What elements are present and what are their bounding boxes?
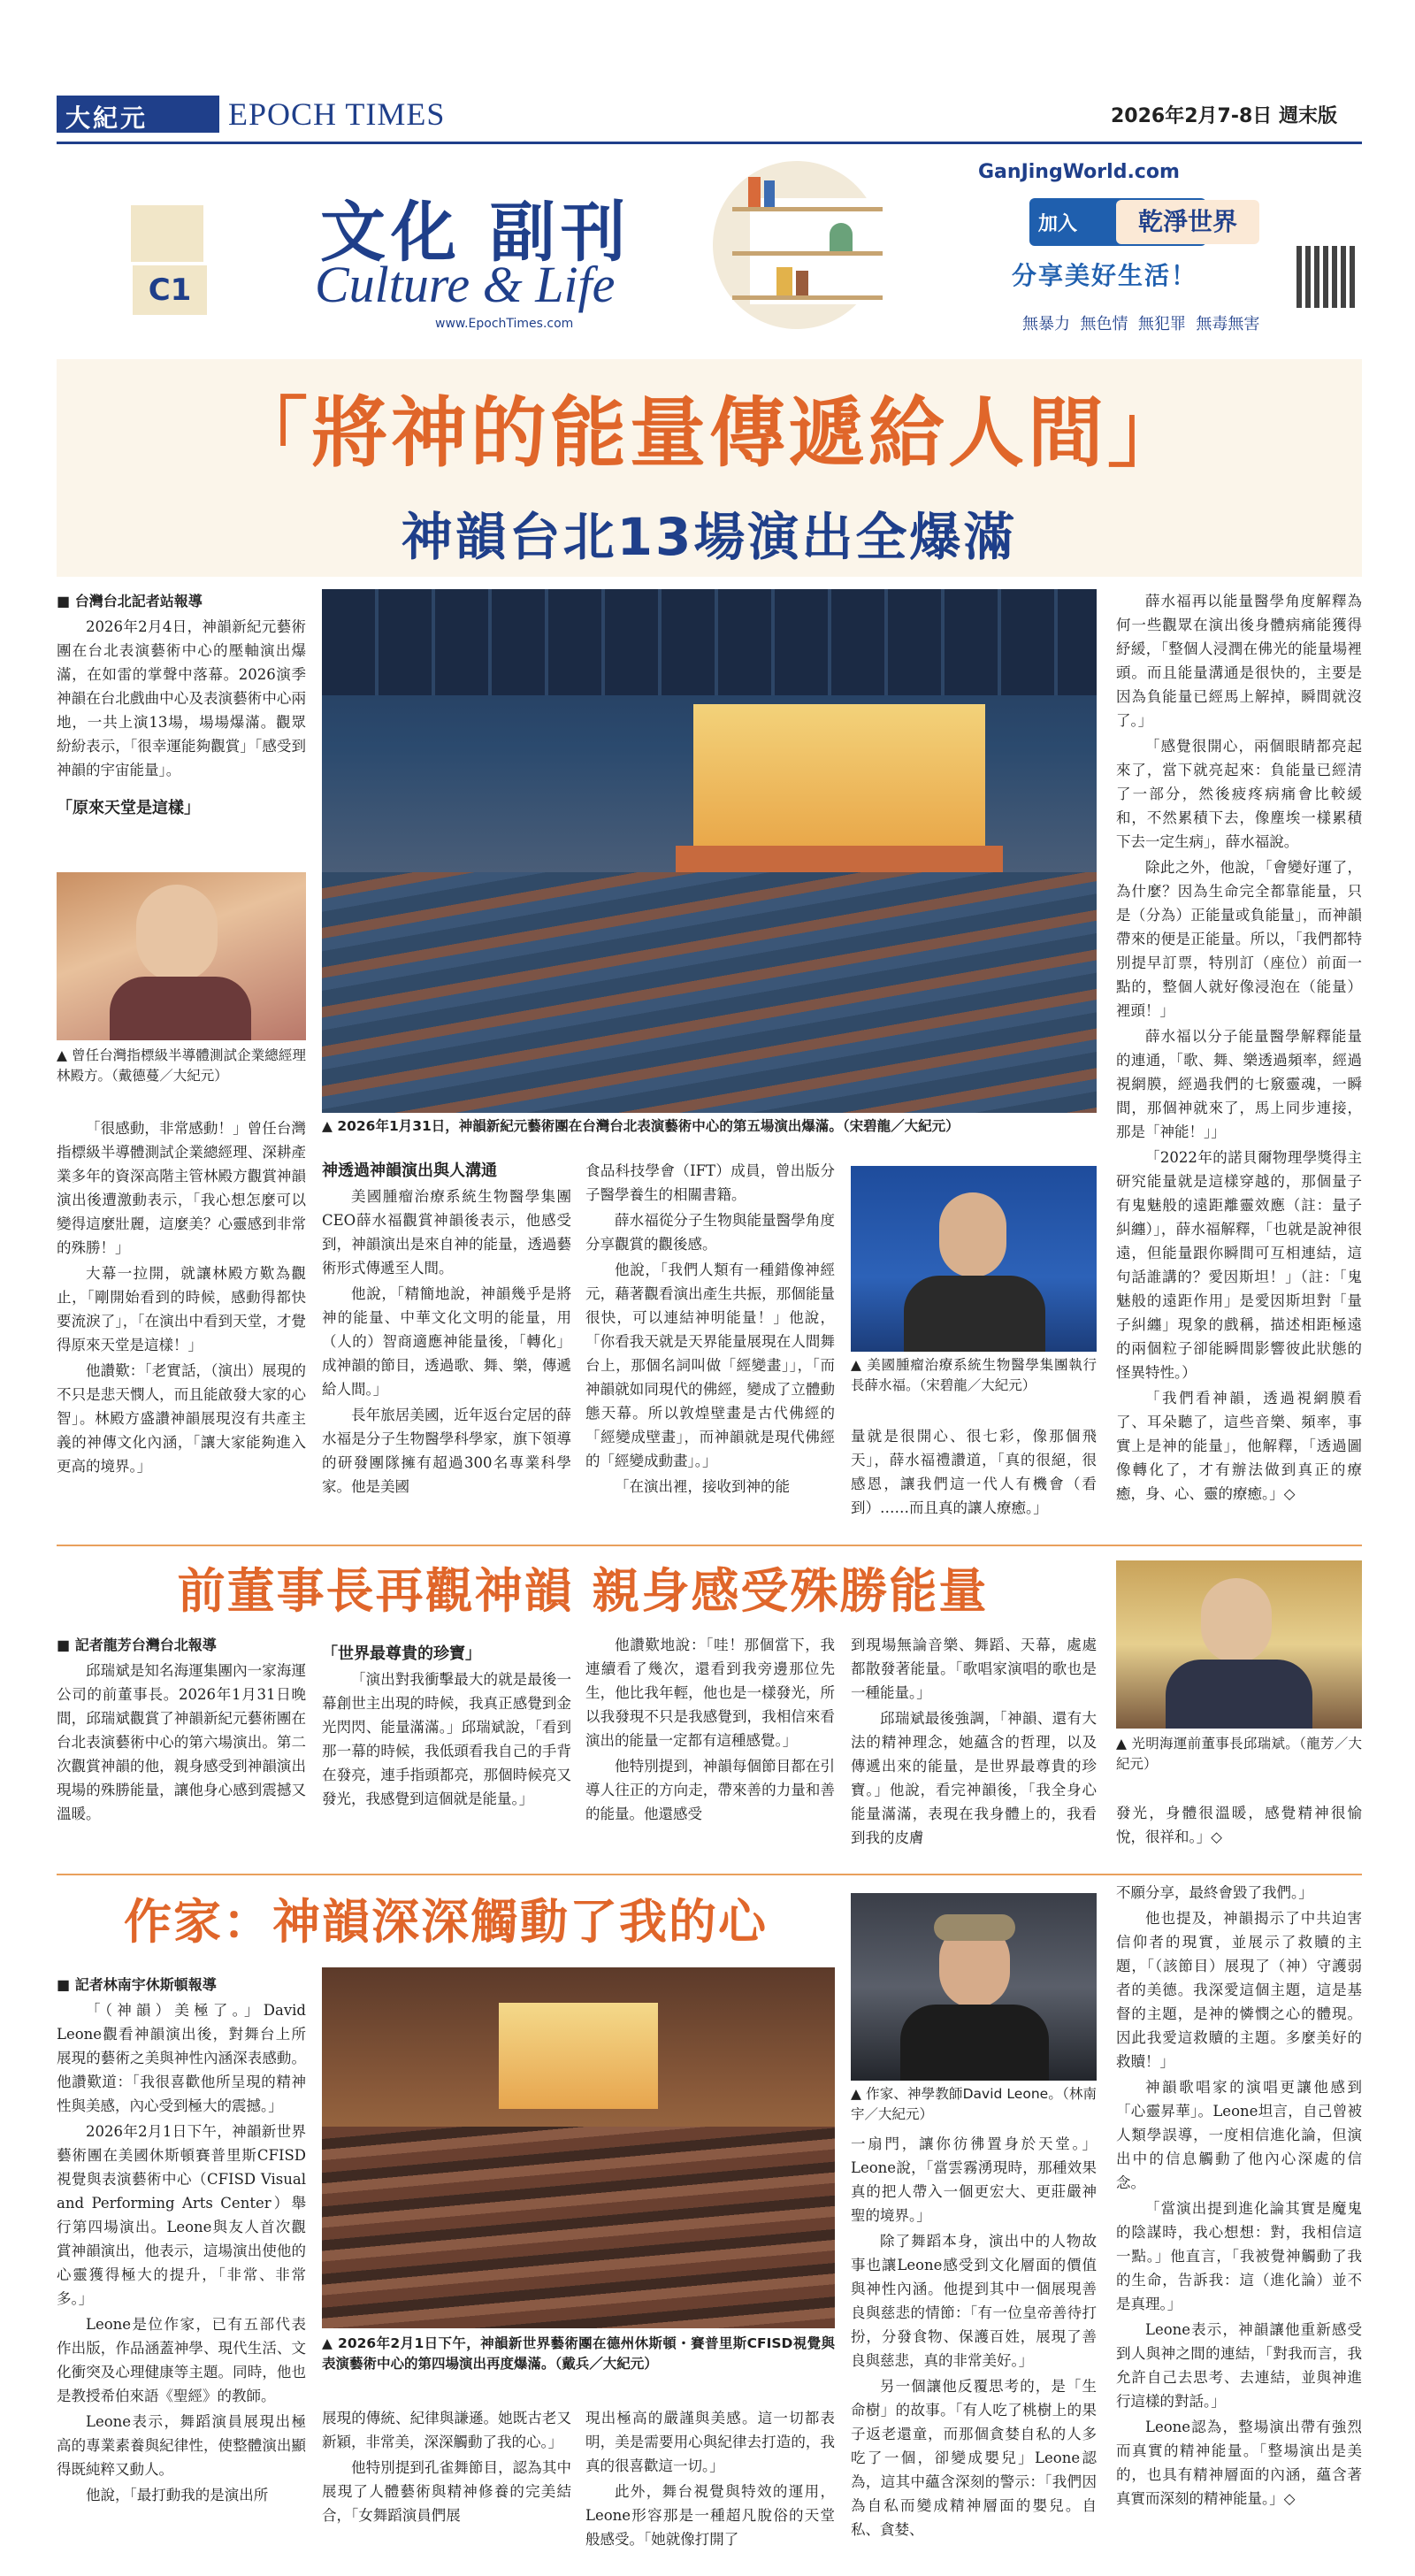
a2-col2: 「世界最尊貴的珍寶」 「演出對我衝擊最大的就是最後一幕創世主出現的時候，我真正感覺到金光閃閃、能量滿滿。」邱瑞斌說，「看到那一幕的時候，我低頭看我自己的手背在發亮，連手指頭都亮，那個時候亮又發光，我感覺到這個就是能量。」: [322, 1644, 571, 1807]
a2-col3: 他讚歎地說：「哇！那個當下，我連續看了幾次，還看到我旁邊那位先生，他比我年輕，他也是一樣發光，所以我發現不只是我感覺到，我相信來看演出的能量一定都有這種感覺。」 他特別提到，神韻每個節目都在引導人往正的方向走，帶來善的力量和善的能量。他還感受: [585, 1637, 835, 1822]
a2-headline: 前董事長再觀神韻 親身感受殊勝能量: [177, 1563, 989, 1619]
a3-main-photo-theater: [322, 1967, 835, 2328]
a1-byline: ■ 台灣台北記者站報導: [57, 593, 203, 610]
a2-col1: ■ 記者龍芳台灣台北報導 邱瑞斌是知名海運集團內一家海運公司的前董事長。2026年1月31日晚間，邱瑞斌觀賞了神韻新紀元藝術團在台北表演藝術中心的第六場演出。第二次觀賞神韻的他，親身感受到神韻演出現場的殊勝能量，讓他身心感到震撼又溫暖。: [57, 1637, 306, 1822]
a2-photo-chiu: [1116, 1560, 1362, 1729]
a1-photo2-caption: ▲ 美國腫瘤治療系統生物醫學集團執行長薛水福。（宋碧龍／大紀元）: [851, 1357, 1097, 1393]
main-subheadline: 神韻台北13場演出全爆滿: [401, 507, 1018, 567]
a1-col1: [57, 589, 306, 822]
section-title-en: Culture & Life: [315, 256, 616, 313]
issue-date: 2026年2月7-8日 週末版: [1111, 105, 1337, 127]
a2-col4: 到現場無論音樂、舞蹈、天幕，處處都散發著能量。「歌唱家演唱的歌也是一種能量。」 邱瑞斌最後強調，「神韻、還有大法的精神理念，她蘊含的哲理，以及傳遞出來的能量，是世界最尊貴的珍寶。」他說，看完神韻後，「我全身心能量滿滿，表現在我身體上的，我看到我的皮膚: [851, 1637, 1097, 1846]
qr-code[interactable]: [1296, 246, 1358, 308]
a3-top-rule: [57, 1874, 1362, 1875]
a1-main-photo-caption: ▲ 2026年1月31日，神韻新紀元藝術團在台灣台北表演藝術中心的第五場演出爆滿。（宋碧龍／大紀元）: [322, 1118, 960, 1134]
website[interactable]: www.EpochTimes.com: [435, 317, 574, 331]
shelf-illustration: [697, 154, 900, 350]
a1-col4: 量就是很開心、很七彩，像那個飛天」，薛水福禮讚道，「真的很絕，很感恩，讓我們這一代人有機會（看到）……而且真的讓人療癒。」: [851, 1428, 1097, 1516]
a1-col1-body: 「很感動，非常感動！」曾任台灣指標級半導體測試企業總經理、深耕產業多年的資深高階主管林殿方觀賞神韻演出後遭激動表示，「我心想怎麼可以變得這麼壯麗，這麼美？心靈感到非常的殊勝！」 大幕一拉開，就讓林殿方歎為觀止，「剛開始看到的時候，感動得都快要流淚了」，「在演出中看到天堂，才覺得原來天堂是這樣！」 他讚歎：「老實話，（演出）展現的不只是悲天憫人，而且能啟發大家的心智」。林殿方盛讚神韻展現沒有共產主義的神傳文化內涵，「讓大家能夠進入更高的境界。」: [57, 1120, 306, 1475]
main-headline: 「將神的能量傳遞給人間」: [232, 389, 1187, 478]
a2-photo-caption: ▲ 光明海運前董事長邱瑞斌。（龍芳／大紀元）: [1116, 1736, 1362, 1772]
a3-col3: 現出極高的嚴謹與美感。這一切都表明，美是需要用心與紀律去打造的，我真的很喜歡這一切。」 此外，舞台視覺與特效的運用，Leone形容那是一種超凡脫俗的天堂般感受。「她就像打開了: [585, 2410, 835, 2548]
ganjing-ad[interactable]: [969, 154, 1367, 340]
a2-top-rule: [57, 1545, 1362, 1546]
ad-join-label: 加入: [1038, 213, 1078, 235]
a3-col2: 展現的傳統、紀律與謙遜。她既古老又新穎，非常美，深深觸動了我的心。」 他特別提到孔雀舞節目，認為其中展現了人體藝術與精神修養的完美結合，「女舞蹈演員們展: [322, 2410, 571, 2524]
a1-col3: 食品科技學會（IFT）成員，曾出版分子醫學養生的相關書籍。 薛水福從分子生物與能量醫學角度分享觀賞的觀後感。 他說，「我們人類有一種錯像神經元，藉著觀看演出產生共振，那個能量很快，可以連結神明能量！」他說，「你看我天就是天界能量展現在人間舞台上，那個名詞叫做「經變畫」」，「而神韻就如同現代的佛經，變成了立體動態天幕。所以敦煌壁畫是古代佛經的「經變成壁畫」，而神韻就是現代佛經的「經變成動畫」。」 「在演出裡，接收到神的能: [585, 1162, 835, 1495]
a1-photo-lin: [57, 872, 306, 1040]
logo-block[interactable]: [57, 96, 219, 133]
page-code-tab: [131, 205, 203, 262]
a3-photo-leone: [851, 1893, 1097, 2081]
a3-col4: 一扇門，讓你彷彿置身於天堂。」Leone說，「當雲霧湧現時，那種效果真的把人帶入一個更宏大、更莊嚴神聖的境界。」 除了舞蹈本身，演出中的人物故事也讓Leone感受到文化層面的價值與神性內涵。他提到其中一個展現善良與慈悲的情節：「有一位皇帝善待打扮，分發食物、保護百姓，展現了善良與慈悲，真的非常美好。」 另一個讓他反覆思考的，是「生命樹」的故事。「有人吃了桃樹上的果子返老還童，而那個貪婪自私的人多吃了一個，卻變成嬰兒」Leone認為，這其中蘊含深刻的警示：「我們因為自私而變成精神層面的嬰兒。自私、貪婪、: [851, 2135, 1097, 2538]
a1-subhead2: 神透過神韻演出與人溝通: [322, 1162, 497, 1180]
a1-col2: 神透過神韻演出與人溝通 美國腫瘤治療系統生物醫學集團CEO薛水福觀賞神韻後表示，他感受到，神韻演出是來自神的能量，透過藝術形式傳遞至人間。 他說，「精簡地說，神韻幾乎是將神的能量、中華文化文明的能量，用（人的）智商適應神能量後，「轉化」成神韻的節目，透過歌、舞、樂，傳遞給人間。」 長年旅居美國，近年返台定居的薛水福是分子生物醫學科學家，旗下領導的研發團隊擁有超過300名專業科學家。他是美國: [322, 1159, 571, 1500]
page-code: C1: [133, 265, 207, 315]
a3-headline: 作家：神韻深深觸動了我的心: [124, 1894, 768, 1950]
a3-main-photo-caption: ▲ 2026年2月1日下午，神韻新世界藝術團在德州休斯頓・賽普里斯CFISD視覺與表演藝術中心的第四場演出再度爆滿。（戴兵／大紀元）: [322, 2335, 835, 2372]
section-title-cn: 文化 副刊: [320, 195, 631, 271]
a1-subhead1: 「原來天堂是這樣」: [57, 799, 200, 817]
a3-col5: 不願分享，最終會毀了我們。」 他也提及，神韻揭示了中共迫害信仰者的現實，並展示了救贖的主題，「（該節目）展現了（神）守護弱者的美德。我深愛這個主題，這是基督的主題，是神的憐憫之心的體現。因此我愛這救贖的主題。多麼美好的救贖！」 神韻歌唱家的演唱更讓他感到「心靈昇華」。Leone坦言，自己曾被人類學誤導，一度相信進化論，但演出中的信息觸動了他內心深處的信念。 「當演出提到進化論其實是魔鬼的陰謀時，我心想想：對，我相信這一點。」他直言，「我被覺神觸動了我的生命，告訴我：這（進化論）並不是真理。」 Leone表示，神韻讓他重新感受到人與神之間的連結，「對我而言，我允許自己去思考、去連結，並與神進行這樣的對話。」 Leone認為，整場演出帶有強烈而真實的精神能量。「整場演出是美的，也具有精神層面的內涵，蘊含著真實而深刻的精神能量。」◇: [1116, 1884, 1362, 2507]
masthead: [0, 0, 1415, 354]
masthead-rule: [57, 142, 1362, 144]
a3-col1: ■ 記者林南宇休斯頓報導 「（神韻）美極了。」David Leone觀看神韻演出後，對舞台上所展現的藝術之美與神性內涵深表感動。他讚歎道：「我很喜歡他所呈現的精神性與美感，內心受到極大的震撼。」 2026年2月1日下午，神韻新世界藝術團在美國休斯頓賽普里斯CFISD視覺與表演藝術中心（CFISD Visual and Performing Arts Center）舉行第四場演出。Leone與友人首次觀賞神韻演出，他表示，這場演出使他的心靈獲得極大的提升，「非常、非常多。」 Leone是位作家，已有五部代表作出版，作品涵蓋神學、現代生活、文化衝突及心理健康等主題。同時，他也是教授希伯來語《聖經》的教師。 Leone表示，舞蹈演員展現出極高的專業素養與紀律性，使整體演出顯得既純粹又動人。 他說，「最打動我的是演出所: [57, 1976, 306, 2503]
a1-photo-hsueh: [851, 1166, 1097, 1352]
ad-brand: 乾淨世界: [1116, 200, 1259, 244]
a3-photo2-caption: ▲ 作家、神學教師David Leone。（林南宇／大紀元）: [851, 2086, 1097, 2122]
ad-slogan: 分享美好生活！: [1012, 261, 1198, 290]
a1-col5: 薛水福再以能量醫學角度解釋為何一些觀眾在演出後身體病痛能獲得紓緩，「整個人浸潤在佛光的能量場裡頭。而且能量溝通是很快的，主要是因為負能量已經馬上解掉，瞬間就沒了。」 「感覺很開心，兩個眼睛都亮起來了，當下就亮起來：負能量已經清了一部分，然後疲疼病痛會比較緩和，不然累積下去，像塵埃一樣累積下去一定生病」，薛水福說。 除此之外，他說，「會變好運了，為什麼？因為生命完全都靠能量，只是（分為）正能量或負能量」，而神韻帶來的便是正能量。所以，「我們都特別提早訂票，特別訂（座位）前面一點的，整個人就好像浸泡在（能量）裡頭！」 薛水福以分子能量醫學解釋能量的連通，「歌、舞、樂透過頻率，經過視網膜，經過我們的七竅靈魂，一瞬間，那個神就來了，馬上同步連接，那是「神能！」」 「2022年的諾貝爾物理學獎得主研究能量就是這樣穿越的，那個量子有鬼魅般的遠距離靈效應（註：量子糾纏）」，薛水福解釋，「也就是說神很遠，但能量跟你瞬間可互相連結，這句話誰講的？愛因斯坦！」（註：「鬼魅般的遠距作用」是愛因斯坦對「量子糾纏」現象的戲稱，描述相距極遠的兩個粒子卻能瞬間影響彼此狀態的怪異特性。） 「我們看神韻，透過視網膜看了、耳朵聽了，這些音樂、頻率，事實上是神的能量」，他解釋，「透過圖像轉化了，才有辦法做到真正的療癒，身、心、靈的療癒。」◇: [1116, 593, 1362, 1502]
a1-main-photo-theater: [322, 589, 1097, 1113]
logo-cn: 大紀元: [65, 104, 149, 133]
ad-tags: 無暴力 無色情 無犯罪 無毒無害: [1022, 315, 1260, 334]
ad-site: GanJingWorld.com: [978, 161, 1180, 183]
logo-en: EPOCH TIMES: [228, 96, 446, 132]
a1-intro: 2026年2月4日，神韻新紀元藝術團在台北表演藝術中心的壓軸演出爆滿，在如雷的掌聲中落幕。2026演季神韻在台北戲曲中心及表演藝術中心兩地，一共上演13場，場場爆滿。觀眾紛紛表示，「很幸運能夠觀賞」「感受到神韻的宇宙能量」。: [57, 618, 306, 778]
a2-col5: 發光，身體很溫暖，感覺精神很愉悅，很祥和。」◇: [1116, 1805, 1362, 1845]
a1-photo1-caption: ▲ 曾任台灣指標級半導體測試企業總經理林殿方。（戴德蔓／大紀元）: [57, 1047, 306, 1084]
